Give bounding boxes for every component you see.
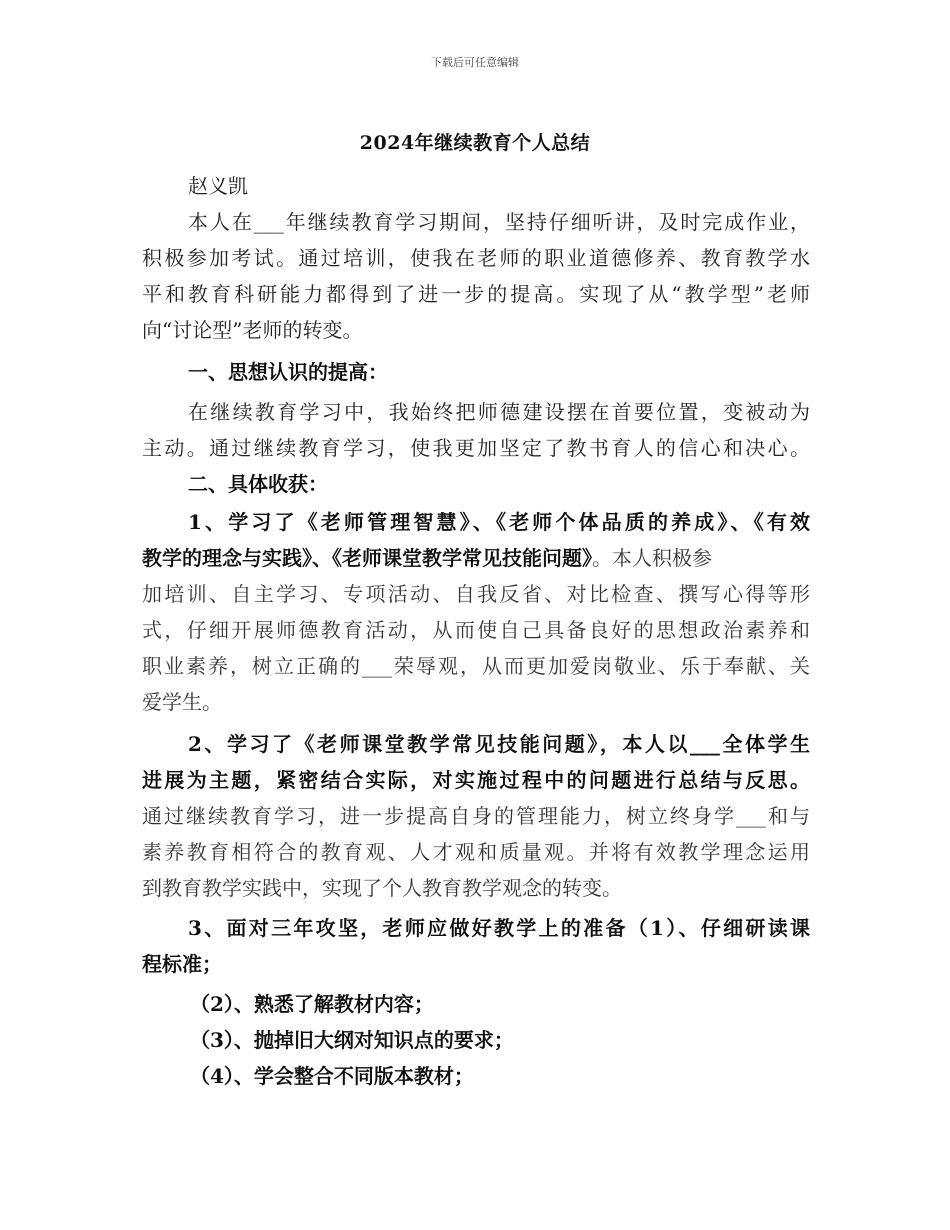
section-heading: 二、具体收获： [188,472,328,496]
paragraph-line: 2、学习了《老师课堂教学常见技能问题》，本人以___全体学生 [188,732,810,756]
section-heading: 一、思想认识的提高： [188,360,388,384]
paragraph-line: 职业素养，树立正确的___荣辱观，从而更加爱岗敬业、乐于奉献、关 [142,654,810,678]
paragraph-line: 3、面对三年攻坚，老师应做好教学上的准备（1）、仔细研读课 [188,916,810,940]
paragraph-line: 在继续教育学习中，我始终把师德建设摆在首要位置，变被动为 [188,400,810,424]
paragraph-line: 1、学习了《老师管理智慧》、《老师个体品质的养成》、《有效 [188,510,810,534]
normal-text: 。本人积极参 [592,546,712,570]
paragraph-line: 到教育教学实践中，实现了个人教育教学观念的转变。 [142,876,622,900]
paragraph-line: 积极参加考试。通过培训，使我在老师的职业道德修养、教育教学水 [142,246,810,270]
paragraph-line: 通过继续教育学习，进一步提高自身的管理能力，树立终身学___和与 [142,804,810,828]
bold-text: 教学的理念与实践》、《老师课堂教学常见技能问题》 [142,546,592,570]
paragraph-line: 进展为主题，紧密结合实际，对实施过程中的问题进行总结与反思。 [142,768,810,792]
paragraph-line: 程标准； [142,952,222,976]
document-title: 2024年继续教育个人总结 [359,132,591,154]
list-item: （4）、学会整合不同版本教材； [190,1064,474,1088]
paragraph-line: 主动。通过继续教育学习，使我更加坚定了教书育人的信心和决心。 [142,436,810,460]
paragraph-line: 本人在___年继续教育学习期间，坚持仔细听讲，及时完成作业， [188,210,810,234]
paragraph-line: 加培训、自主学习、专项活动、自我反省、对比检查、撰写心得等形 [142,582,810,606]
paragraph-line: 向“讨论型”老师的转变。 [142,318,363,342]
list-item: （3）、抛掉旧大纲对知识点的要求； [190,1028,514,1052]
paragraph-line: 平和教育科研能力都得到了进一步的提高。实现了从“教学型”老师 [142,282,810,306]
paragraph-line: 式，仔细开展师德教育活动，从而使自己具备良好的思想政治素养和 [142,618,810,642]
paragraph-line-mixed [142,540,810,576]
page-header-note: 下载后可任意编辑 [431,56,519,69]
paragraph-line: 爱学生。 [142,690,222,714]
list-item: （2）、熟悉了解教材内容； [190,992,434,1016]
paragraph-line: 素养教育相符合的教育观、人才观和质量观。并将有效教学理念运用 [142,840,810,864]
author-name: 赵义凯 [188,174,248,198]
